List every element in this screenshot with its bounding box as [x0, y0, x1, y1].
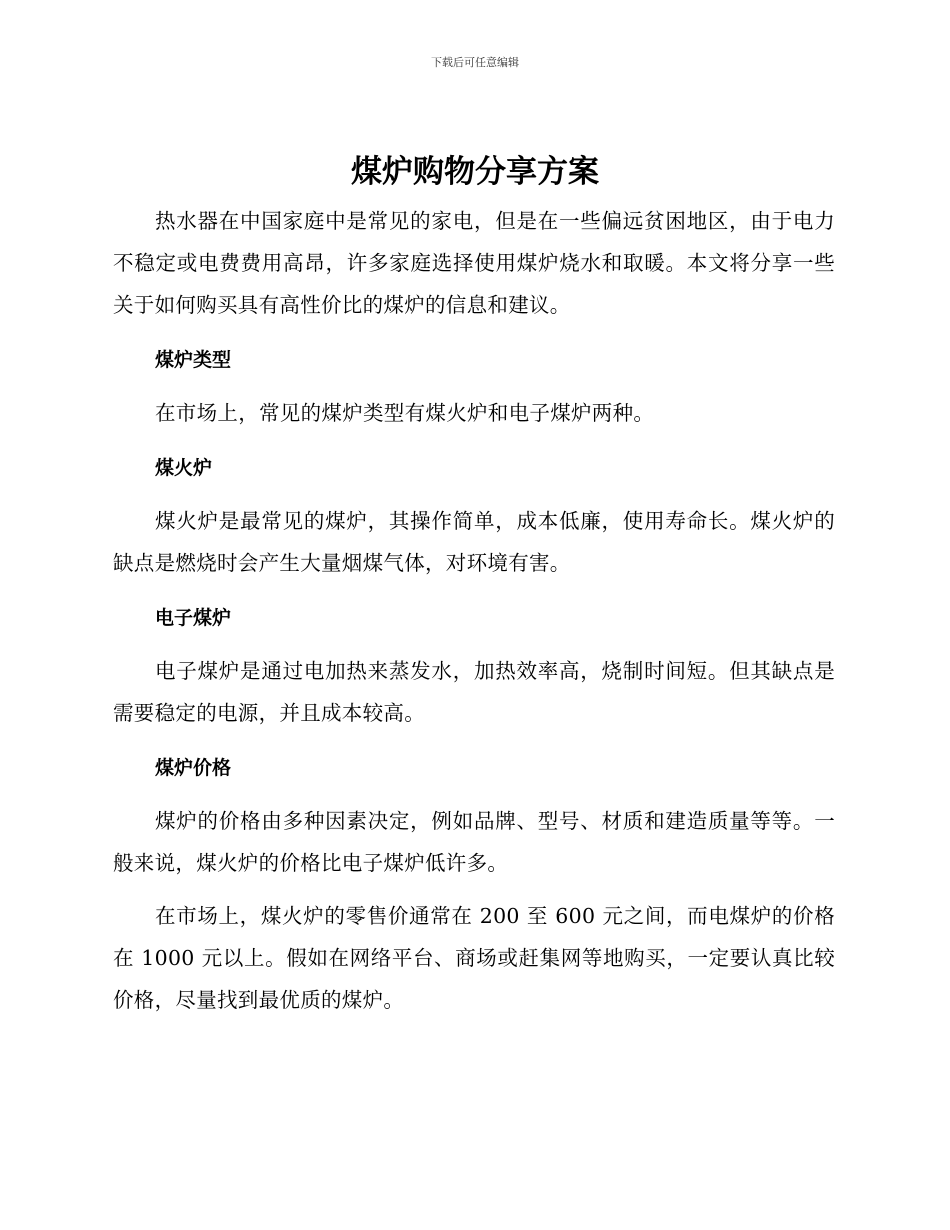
section-paragraph: 在市场上，常见的煤炉类型有煤火炉和电子煤炉两种。 [155, 401, 655, 425]
section-paragraph: 煤炉的价格由多种因素决定，例如品牌、型号、材质和建造质量等等。一般来说，煤火炉的价格比电子煤炉低许多。 [113, 809, 835, 875]
section-paragraph: 煤火炉是最常见的煤炉，其操作简单，成本低廉，使用寿命长。煤火炉的缺点是燃烧时会产生大量烟煤气体，对环境有害。 [113, 509, 835, 575]
section-heading-price: 煤炉价格 [155, 757, 232, 779]
section-heading-types: 煤炉类型 [155, 349, 232, 371]
document-body [113, 200, 835, 1021]
intro-paragraph: 热水器在中国家庭中是常见的家电，但是在一些偏远贫困地区，由于电力不稳定或电费费用高昂，许多家庭选择使用煤炉烧水和取暖。本文将分享一些关于如何购买具有高性价比的煤炉的信息和建议。 [113, 209, 835, 317]
section-heading-electronic-stove: 电子煤炉 [155, 607, 232, 629]
section-paragraph: 电子煤炉是通过电加热来蒸发水，加热效率高，烧制时间短。但其缺点是需要稳定的电源，并且成本较高。 [113, 659, 835, 725]
section-heading-coal-stove: 煤火炉 [155, 457, 213, 479]
section-paragraph: 在市场上，煤火炉的零售价通常在 200 至 600 元之间，而电煤炉的价格在 1000 元以上。假如在网络平台、商场或赶集网等地购买，一定要认真比较价格，尽量找到最优质的煤炉。 [113, 904, 835, 1012]
page-title: 煤炉购物分享方案 [351, 154, 599, 190]
header-note: 下载后可任意编辑 [431, 56, 519, 69]
